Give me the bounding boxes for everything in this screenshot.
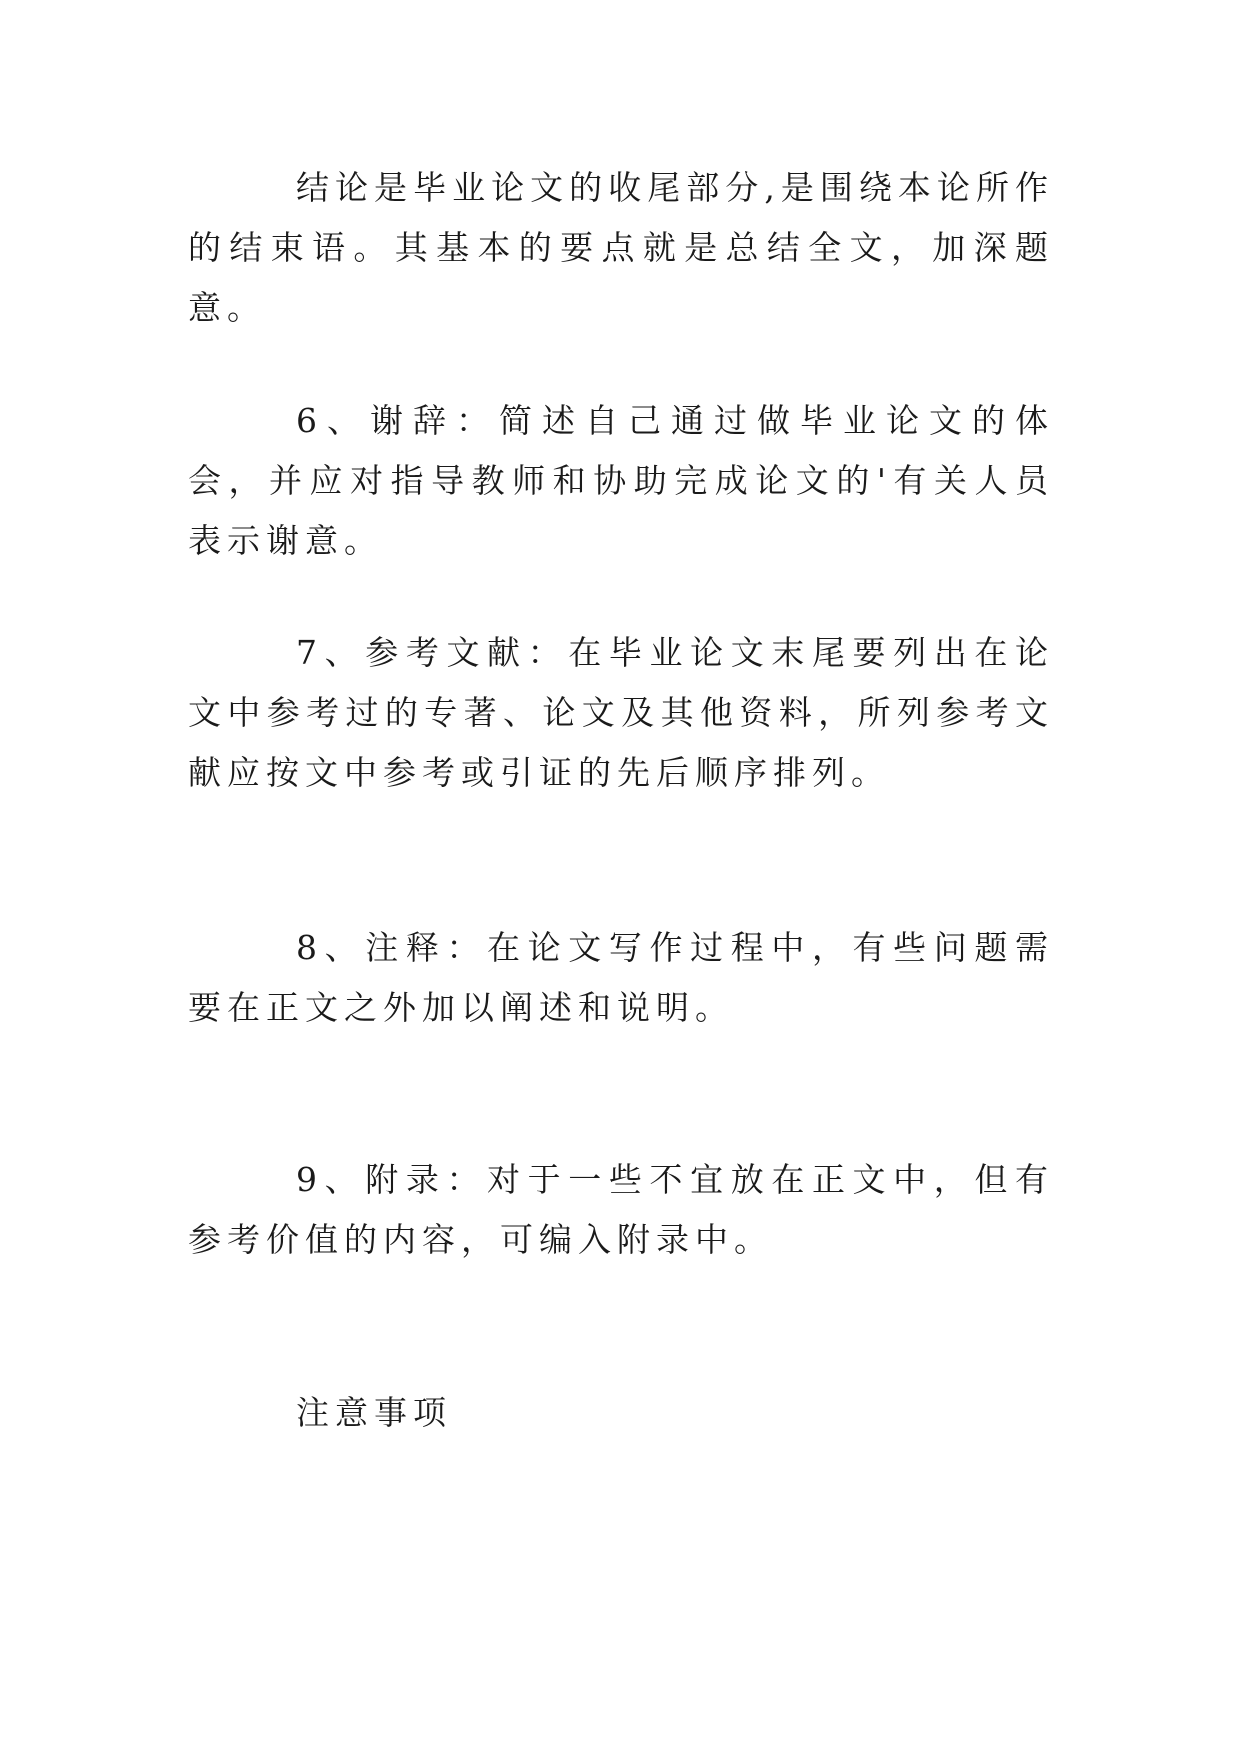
paragraph-references: 7、参考文献：在毕业论文末尾要列出在论文中参考过的专著、论文及其他资料，所列参考文献应按文中参考或引证的先后顺序排列。 — [188, 633, 1054, 792]
paragraph-appendix: 9、附录：对于一些不宜放在正文中，但有参考价值的内容，可编入附录中。 — [188, 1160, 1054, 1259]
paragraph-conclusion: 结论是毕业论文的收尾部分,是围绕本论所作的结束语。其基本的要点就是总结全文，加深题意。 — [188, 168, 1054, 327]
paragraph-notes: 8、注释：在论文写作过程中，有些问题需要在正文之外加以阐述和说明。 — [188, 928, 1054, 1027]
paragraph-acknowledgements: 6、谢辞：简述自己通过做毕业论文的体会，并应对指导教师和协助完成论文的'有关人员表示谢意。 — [188, 401, 1054, 560]
section-heading: 注意事项 — [296, 1393, 452, 1432]
